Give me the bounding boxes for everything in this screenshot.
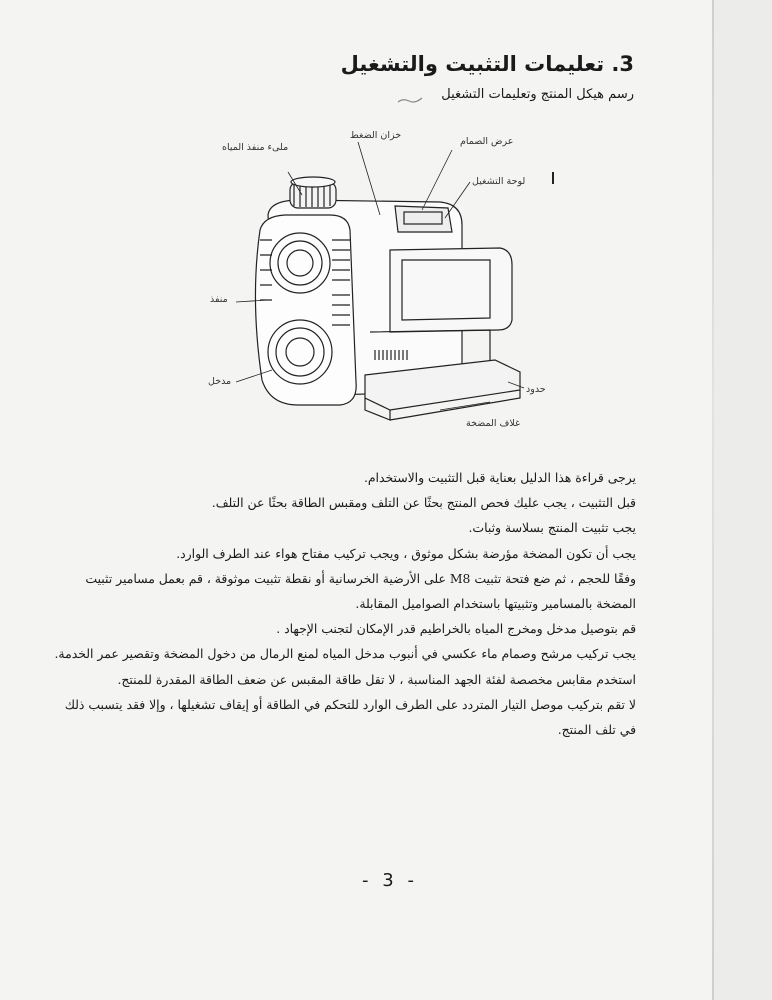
page-edge [712,0,714,1000]
page-edge-shadow [714,0,772,1000]
instruction-line: لا تقم بتركيب موصل التيار المتردد على الطرف الوارد للتحكم في الطاقة أو إيقاف تشغيلها ، وإلا فقد يتسبب ذلك [64,696,636,712]
section-title: 3. تعليمات التثبيت والتشغيل [340,52,634,76]
instruction-line: يجب تثبيت المنتج بسلاسة وثبات. [468,520,636,536]
label-inlet: مدخل [208,376,232,387]
label-base: حدود [526,384,546,395]
label-valve-display: عرض الصمام [460,136,514,147]
instruction-line: في تلف المنتج. [557,722,636,738]
label-pressure-tank: خزان الضغط [350,130,402,141]
instruction-line: قبل التثبيت ، يجب عليك فحص المنتج بحثًا عن التلف ومقبس الطاقة بحثًا عن التلف. [211,495,636,511]
label-control-panel: لوحة التشغيل [472,176,526,187]
instruction-line: استخدم مقابس مخصصة لفئة الجهد المناسبة ، لا تقل طاقة المقبس عن ضعف الطاقة المقدرة للمنتج. [117,671,636,687]
instruction-line: المضخة بالمسامير وتثبيتها باستخدام الصواميل المقابلة. [355,596,636,612]
page-number: - 3 - [362,870,418,891]
instruction-line: يجب أن تكون المضخة مؤرضة بشكل موثوق ، ويجب تركيب مفتاح هواء عند الطرف الوارد. [176,545,636,561]
pump-diagram [190,120,570,450]
pen-mark [397,96,423,104]
label-water-filler: ملىء منفذ المياه [222,142,289,153]
instruction-line: يرجى قراءة هذا الدليل بعناية قبل التثبيت والاستخدام. [363,470,636,485]
instruction-line: وفقًا للحجم ، ثم ضع فتحة تثبيت M8 على الأرضية الخرسانية أو نقطة تثبيت موثوقة ، قم بعمل مسامير تثبيت [85,570,636,586]
pump-illustration [190,120,570,450]
label-pump-cover: غلاف المضخة [466,418,520,429]
instruction-line: يجب تركيب مرشح وصمام ماء عكسي في أنبوب مدخل المياه لمنع الرمال من دخول المضخة وتقصير عمر الخدمة. [54,646,636,662]
instruction-line: قم بتوصيل مدخل ومخرج المياه بالخراطيم قدر الإمكان لتجنب الإجهاد . [276,621,636,637]
label-outlet: منفذ [210,294,228,305]
instructions-text [54,465,636,742]
section-subtitle: رسم هيكل المنتج وتعليمات التشغيل [441,87,634,102]
